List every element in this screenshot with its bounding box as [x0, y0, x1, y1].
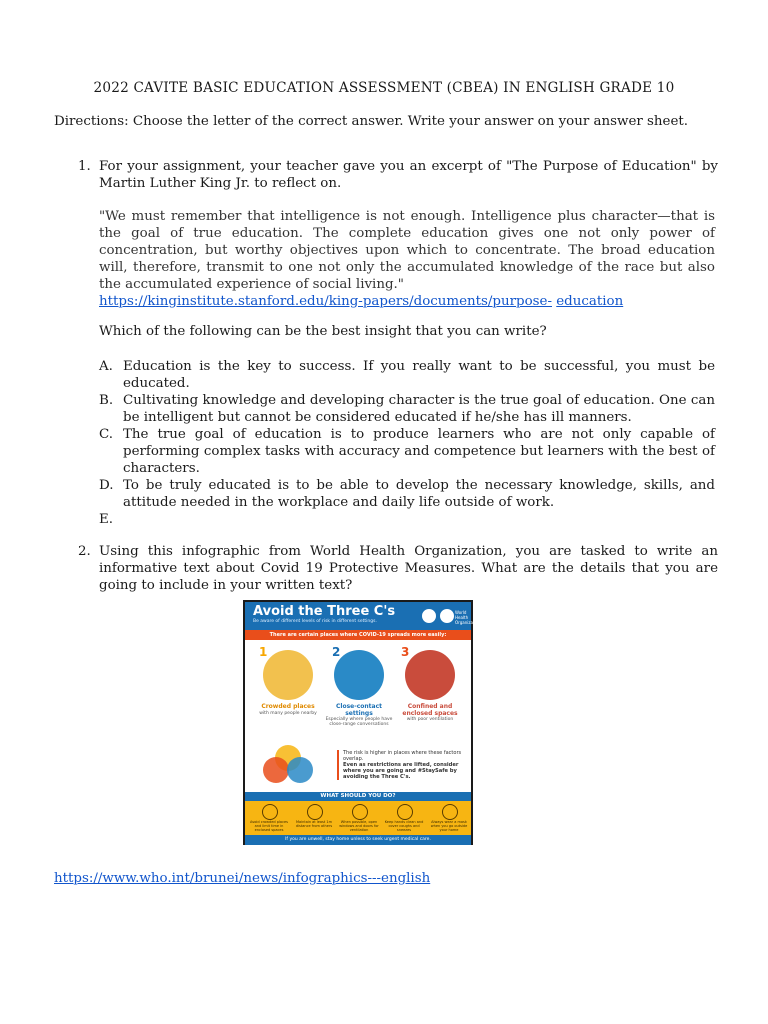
kinginstitute-link-continued[interactable]: education: [556, 294, 624, 309]
enclosed-space-illustration-icon: [405, 650, 455, 700]
choice-b: [99, 392, 715, 426]
mask-icon: [442, 804, 458, 820]
question-prompt: Which of the following can be the best insight that you can write?: [99, 324, 547, 339]
action-text: Maintain at least 1m distance from others: [295, 820, 333, 828]
infographic-body: [245, 640, 471, 792]
action-text: Avoid crowded places and limit time in enclosed spaces: [250, 820, 288, 832]
infographic-subtitle: Be aware of different levels of risk in different settings.: [253, 619, 377, 624]
action-icons: [245, 801, 471, 835]
item-desc: with many people nearby: [259, 710, 317, 716]
what-should-you-do: WHAT SHOULD YOU DO?: [245, 792, 471, 801]
item-title: Crowded places: [261, 703, 315, 710]
question-text: Using this infographic from World Health Organization, you are tasked to write an informative text about Covid 19 Protective Measures. What are the details that you are going to include in your written text?: [99, 544, 718, 593]
infographic-title: Avoid the Three C's: [253, 604, 396, 619]
close-contact-illustration-icon: [334, 650, 384, 700]
quote-text: "We must remember that intelligence is not enough. Intelligence plus character—that is the goal of true education. The complete education gives one not only power of concentration, but worthy objectives upon which to concentrate. The broad education will, therefore, transmit to one not only the accumulated knowledge of the race but also the accumulated experience of social living.": [99, 209, 715, 292]
item-title: Confined and enclosed spaces: [402, 703, 458, 717]
choice-letter: B.: [99, 393, 114, 408]
venn-circle-3: [263, 757, 289, 783]
action-text: Always wear a mask when you go outside your home: [430, 820, 468, 832]
choice-c: [99, 426, 715, 477]
who-infographics-link[interactable]: https://www.who.int/brunei/news/infographics---english: [54, 871, 431, 886]
question-2: [78, 543, 718, 594]
choice-text: To be truly educated is to be able to develop the necessary knowledge, skills, and attitude needed in the workplace and daily life outside of work.: [123, 478, 715, 510]
who-emblem-icon: [439, 608, 455, 624]
handwash-icon: [397, 804, 413, 820]
question-1: [78, 158, 718, 192]
choice-letter: A.: [99, 359, 113, 374]
venn-circle-2: [287, 757, 313, 783]
infographic-band: There are certain places where COVID-19 spreads more easily:: [245, 630, 471, 640]
choice-text: The true goal of education is to produce learners who are not only capable of performing complex tasks with accuracy and competence but learners with the best of characters.: [123, 427, 715, 476]
infographic-header: [245, 602, 481, 630]
question-text: For your assignment, your teacher gave you an excerpt of "The Purpose of Education" by Martin Luther King Jr. to reflect on.: [99, 159, 718, 191]
window-icon: [352, 804, 368, 820]
crowd-illustration-icon: [263, 650, 313, 700]
item-caption: [324, 704, 394, 727]
page-title: 2022 CAVITE BASIC EDUCATION ASSESSMENT (CBEA) IN ENGLISH GRADE 10: [93, 80, 675, 96]
choice-text: Cultivating knowledge and developing character is the true goal of education. One can be intelligent but cannot be considered educated if he/she has ill manners.: [123, 393, 715, 425]
no-crowd-icon: [262, 804, 278, 820]
item-caption: [253, 704, 323, 716]
choice-letter: D.: [99, 478, 114, 493]
item-desc: with poor ventilation: [406, 717, 454, 722]
action-text: Keep hands clean and cover coughs and sneezes: [384, 820, 424, 832]
question-number: 2.: [78, 544, 91, 559]
distance-icon: [307, 804, 323, 820]
excerpt-quote: [99, 208, 715, 310]
item-desc: Especially where people have close-range conversations: [325, 717, 393, 727]
brunei-seal-icon: [421, 608, 437, 624]
choice-text: Education is the key to success. If you really want to be successful, you must be educated.: [123, 359, 715, 391]
who-label: World Health Organization: [455, 610, 481, 625]
action-text: When possible, open windows and doors for ventilation: [339, 820, 379, 832]
choice-d: [99, 477, 715, 511]
risk-note: [337, 750, 471, 780]
directions: Directions: Choose the letter of the correct answer. Write your answer on your answer sheet.: [54, 114, 689, 129]
choice-letter: C.: [99, 427, 114, 442]
who-infographic: [243, 600, 481, 845]
question-number: 1.: [78, 159, 91, 174]
item-number: 2: [332, 645, 341, 659]
risk-line-1: The risk is higher in places where these factors overlap.: [343, 750, 462, 762]
infographic-footer: If you are unwell, stay home unless to seek urgent medical care.: [245, 835, 471, 845]
item-title: Close-contact settings: [335, 703, 382, 717]
risk-line-2: Even as restrictions are lifted, consider where you are going and #StaySafe by avoiding the Three C's.: [343, 762, 459, 780]
choice-list: [99, 358, 715, 527]
item-number: 3: [401, 645, 410, 659]
item-number: 1: [259, 645, 268, 659]
choice-a: [99, 358, 715, 392]
kinginstitute-link[interactable]: https://kinginstitute.stanford.edu/king-papers/documents/purpose-: [99, 294, 552, 309]
choice-letter: E.: [99, 512, 114, 527]
item-caption: [395, 704, 465, 722]
